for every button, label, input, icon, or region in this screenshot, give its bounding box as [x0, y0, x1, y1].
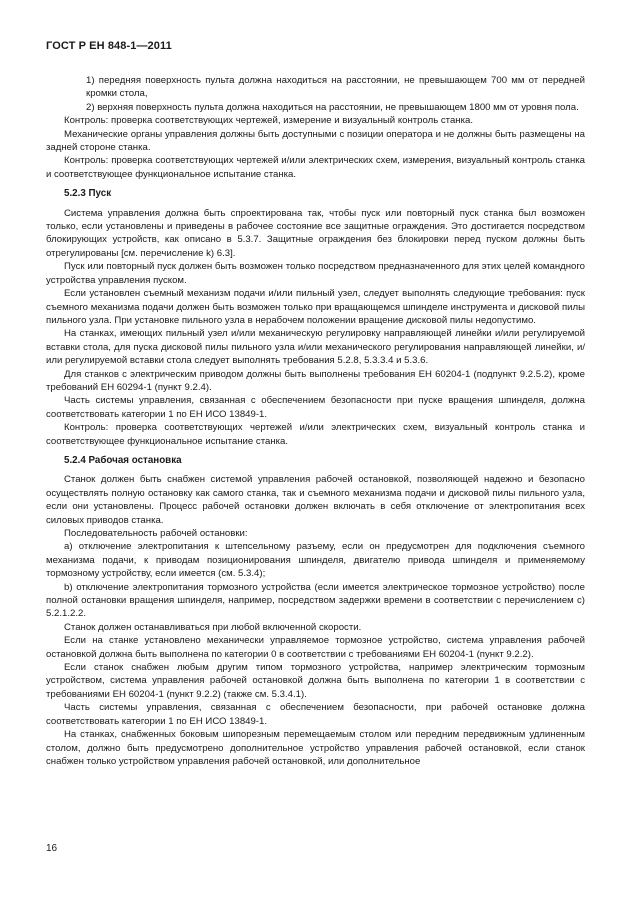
paragraph: Если установлен съемный механизм подачи и/или пильный узел, следует выполнять следующие требования: пуск съемного механизма подачи должен быть возможен только при вращающемся шпинделе инструмента и дисковой пилы пильного узла. При установке пильного узла в нерабочем положении вращение дисковой пилы недопустимо.: [46, 288, 585, 326]
paragraph: Контроль: проверка соответствующих чертежей и/или электрических схем, измерения, визуальный контроль станка и соответствующее функциональное испытание станка.: [46, 155, 585, 180]
paragraph: Контроль: проверка соответствующих чертежей и/или электрических схем, визуальный контроль станка и соответствующее функциональное испытание станка.: [46, 422, 585, 447]
paragraph: Система управления должна быть спроектирована так, чтобы пуск или повторный пуск станка был возможен только, если установлены и приведены в рабочее состояние все защитные ограждения. Это достигается посредством блокирующих устройств, как описано в 5.3.7. Защитные ограждения без блокировки перед пуском должны быть отрегулированы [см. перечисление k) 6.3].: [46, 207, 585, 259]
document-header: ГОСТ Р ЕН 848-1—2011: [46, 40, 172, 52]
page-number: 16: [46, 843, 58, 854]
paragraph: Если станок снабжен любым другим типом тормозного устройства, например электрическим тормозным устройством, система управления рабочей остановкой должна быть выполнена по категории 1 в соответствии с требованиями ЕН 60204-1 (пункт 9.2.2) (также см. 5.3.4.1).: [46, 662, 585, 700]
paragraph: Пуск или повторный пуск должен быть возможен только посредством предназначенного для этих целей командного устройства управления пуском.: [46, 261, 585, 286]
paragraph: На станках, снабженных боковым шипорезным перемещаемым столом или передним передвижным удлиненным столом, должно быть предусмотрено дополнительное устройство управления рабочей остановкой, если станок снабжен только устройством управления рабочей остановкой, или дополнительное: [46, 729, 585, 767]
paragraph: Станок должен останавливаться при любой включенной скорости.: [64, 621, 362, 633]
paragraph: Для станков с электрическим приводом должны быть выполнены требования ЕН 60204-1 (подпункт 9.2.5.2), кроме требований ЕН 60294-1 (пункт 9.2.4).: [46, 368, 585, 393]
list-item: 2) верхняя поверхность пульта должна находиться на расстоянии, не превышающем 1800 мм от уровня пола.: [86, 101, 579, 113]
paragraph: Станок должен быть снабжен системой управления рабочей остановкой, позволяющей надежно и безопасно осуществлять полную остановку как самого станка, так и съемного механизма подачи и дисковой пилы пильного узла, если они установлены. Процесс рабочей остановки должен включать в себя отключение от электропитания всех силовых приводов станка.: [46, 474, 585, 526]
paragraph: Часть системы управления, связанная с обеспечением безопасности, при рабочей остановке должна соответствовать категории 1 по ЕН ИСО 13849-1.: [46, 702, 585, 727]
paragraph: На станках, имеющих пильный узел и/или механическую регулировку направляющей линейки и/или регулируемой вставки стола, для пуска дисковой пилы пильного узла и/или механического регулирования направляющей линейки, и/или регулируемой вставки стола следует выполнять требования 5.2.8, 5.3.3.4 и 5.3.6.: [46, 328, 585, 367]
paragraph: Часть системы управления, связанная с обеспечением безопасности при пуске вращения шпинделя, должна соответствовать категории 1 по ЕН ИСО 13849-1.: [46, 395, 585, 420]
section-heading: 5.2.4 Рабочая остановка: [64, 454, 182, 466]
list-item: 1) передняя поверхность пульта должна находиться на расстоянии, не превышающем 700 мм от передней кромки стола,: [86, 75, 585, 100]
paragraph: Если на станке установлено механически управляемое тормозное устройство, система управления рабочей остановкой должна быть выполнена по категории 0 в соответствии с требованиями ЕН 60204-1 (пункт 9.2.2).: [46, 635, 585, 660]
paragraph: Контроль: проверка соответствующих чертежей, измерение и визуальный контроль станка.: [64, 115, 473, 127]
section-heading: 5.2.3 Пуск: [64, 188, 112, 200]
paragraph: Механические органы управления должны быть доступными с позиции оператора и не должны быть размещены на задней стороне станка.: [46, 128, 585, 154]
document-body: [46, 74, 585, 768]
paragraph: a) отключение электропитания к штепсельному разъему, если он предусмотрен для подключения съемного механизма подачи, к приводам позиционирования шпинделя, двигателю привода шпинделя и применяемому тормозному устройству, если имеется (см. 5.3.4);: [46, 541, 585, 580]
paragraph: Последовательность рабочей остановки:: [64, 528, 248, 539]
paragraph: b) отключение электропитания тормозного устройства (если имеется электрическое тормозное устройство) после полной остановки вращения шпинделя, например, посредством задержки времени в соответствии с перечислением c) 5.2.1.2.2.: [46, 581, 585, 620]
